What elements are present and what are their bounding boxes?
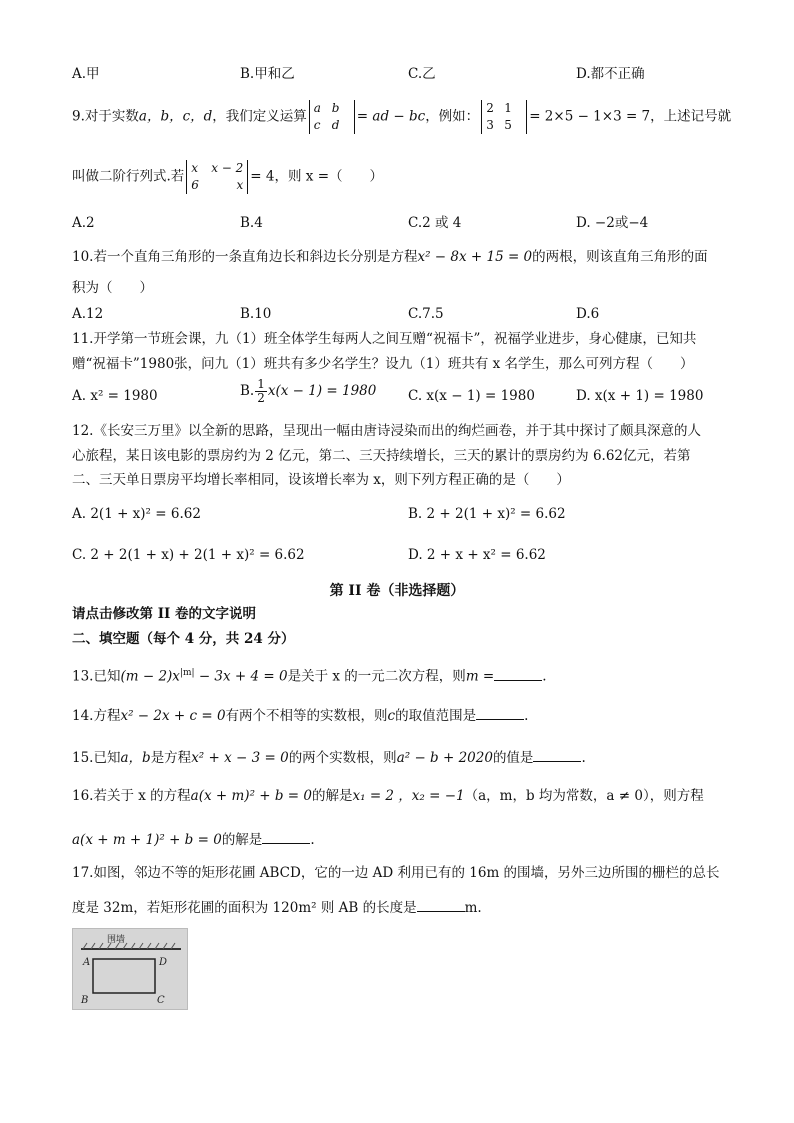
q16-answer-blank[interactable] [262, 829, 310, 844]
q10-line1-tail: 的两根，则该直角三角形的面 [532, 249, 708, 265]
q9-option-c: C.2 或 4 [408, 215, 462, 231]
q8-option-d: D.都不正确 [576, 66, 645, 82]
q9-line2-lead: 叫做二阶行列式.若 [72, 168, 185, 185]
garden-diagram [73, 929, 187, 1009]
q8-option-a: A.甲 [72, 66, 100, 82]
section-2-heading: 二、填空题（每个 4 分，共 24 分） [72, 631, 295, 647]
section-2-note: 请点击修改第 II 卷的文字说明 [72, 606, 257, 622]
q9-line-1 [72, 100, 731, 134]
q10-line-1 [72, 247, 708, 267]
q11-option-b-fraction: $\frac{1}{2}$ [257, 377, 265, 405]
q8-option-c: C.乙 [408, 66, 436, 82]
q10-line-2: 积为（ ） [72, 280, 153, 296]
q9-option-b: B.4 [240, 215, 263, 231]
section-2-title: 第 II 卷（非选择题） [329, 583, 465, 599]
vertex-c: C [157, 995, 165, 1006]
vertex-b: B [81, 995, 89, 1006]
q15: 15.已知a，b是方程x² + x − 3 = 0的两个实数根，则a² − b + 2020的值是 . [72, 747, 586, 768]
q12-line-1: 12.《长安三万里》以全新的思路，呈现出一幅由唐诗浸染而出的绚烂画卷，并于其中探讨了颇具深意的人 [72, 423, 701, 439]
q10-option-b: B.10 [240, 306, 272, 322]
q12-option-a: A. 2(1 + x)² = 6.62 [72, 506, 201, 522]
q12-line-2: 心旅程，某日该电影的票房约为 2 亿元，第二、三天持续增长，三天的累计的票房约为 6.62亿元，若第 [72, 448, 691, 464]
vertex-a: A [83, 957, 91, 968]
q11-option-b: B. $\frac{1}{2}$ x(x − 1) = 1980 [240, 377, 377, 405]
q9-determinant-question: x x − 2 6 x [186, 160, 248, 194]
garden-figure [72, 928, 188, 1010]
q13: 13.已知$(m - 2)x^{|m|} - 3x + 4 = 0$是关于 x 的一元二次方程，则m = . [72, 663, 547, 687]
q12-option-b: B. 2 + 2(1 + x)² = 6.62 [408, 506, 566, 522]
q9-lead: 9.对于实数 [72, 108, 139, 125]
q12-option-c: C. 2 + 2(1 + x) + 2(1 + x)² = 6.62 [72, 547, 305, 563]
q9-eq1: = ad − bc [356, 108, 426, 125]
q11-line-1: 11.开学第一节班会课，九（1）班全体学生每两人之间互赠“祝福卡”，祝福学业进步，身心健康，已知共 [72, 331, 697, 347]
q9-option-d: D. −2或−4 [576, 215, 649, 231]
q13-answer-blank[interactable] [494, 666, 542, 681]
q10-equation: x² − 8x + 15 = 0 [417, 249, 533, 265]
q9-eq2: = 2×5 − 1×3 = 7 [529, 108, 651, 125]
q11-option-a: A. x² = 1980 [72, 388, 158, 404]
q16-line-2: a(x + m + 1)² + b = 0的解是 . [72, 829, 315, 850]
vertex-d: D [159, 957, 168, 968]
q14-answer-blank[interactable] [476, 705, 524, 720]
q8-option-b: B.甲和乙 [240, 66, 295, 82]
q10-option-c: C.7.5 [408, 306, 444, 322]
wall-label: 围墙 [107, 935, 126, 945]
q9-mid: ，我们定义运算 [212, 108, 307, 125]
q17-line-2: 度是 32m，若矩形花圃的面积为 120m² 则 AB 的长度是 m. [72, 897, 482, 918]
q9-vars: a，b，c，d [138, 108, 213, 125]
q11-option-d: D. x(x + 1) = 1980 [576, 388, 704, 404]
q11-option-c: C. x(x − 1) = 1980 [408, 388, 535, 404]
q15-answer-blank[interactable] [533, 747, 581, 762]
q9-determinant-definition: a b c d [309, 100, 355, 134]
q10-text: 10.若一个直角三角形的一条直角边长和斜边长分别是方程 [72, 249, 418, 265]
q10-option-d: D.6 [576, 306, 600, 322]
q14: 14.方程x² − 2x + c = 0有两个不相等的实数根，则c的取值范围是 . [72, 705, 528, 726]
q9-line2-tail: ，则 x =（ ） [274, 168, 384, 185]
q9-tail: ，上述记号就 [650, 108, 732, 125]
q16-line-1: 16.若关于 x 的方程a(x + m)² + b = 0的解是x₁ = 2 ，x₂ = −1（a，m，b 均为常数，a ≠ 0），则方程 [72, 788, 704, 804]
q10-option-a: A.12 [72, 306, 104, 322]
q9-line-2 [72, 160, 383, 194]
q11-line-2: 赠“祝福卡”1980张，问九（1）班共有多少名学生？设九（1）班共有 x 名学生，那么可列方程（ ） [72, 356, 694, 372]
q12-option-d: D. 2 + x + x² = 6.62 [408, 547, 546, 563]
q9-eq3: = 4 [250, 168, 275, 185]
q17-answer-blank[interactable] [417, 897, 465, 912]
q9-determinant-example: 2 1 3 5 [481, 100, 527, 134]
q17-line-1: 17.如图，邻边不等的矩形花圃 ABCD，它的一边 AD 利用已有的 16m 的围墙，另外三边所围的栅栏的总长 [72, 865, 720, 881]
q12-line-3: 二、三天单日票房平均增长率相同，设该增长率为 x，则下列方程正确的是（ ） [72, 472, 570, 488]
q9-example-label: ，例如： [425, 108, 480, 125]
q9-option-a: A.2 [72, 215, 95, 231]
